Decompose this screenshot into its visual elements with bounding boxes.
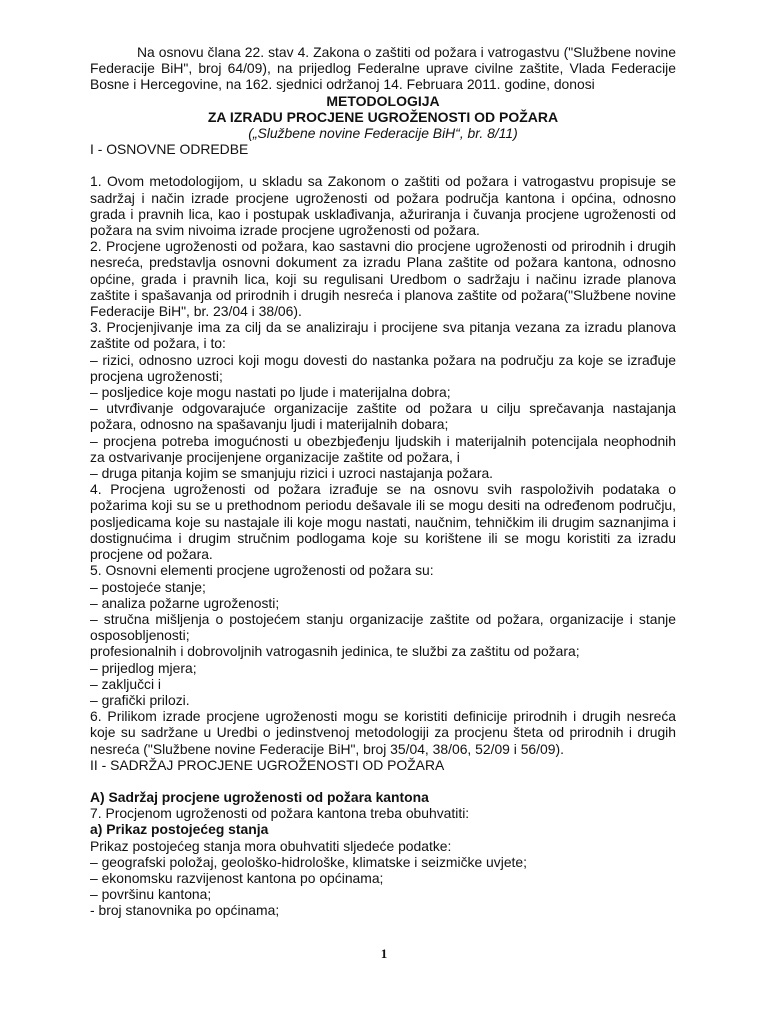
document-page xyxy=(90,44,676,919)
list-item: – posljedice koje mogu nastati po ljude i materijalna dobra; xyxy=(90,384,451,401)
paragraph: 3. Procjenjivanje ima za cilj da se analiziraju i procijene sva pitanja vezana za izradu planova zaštite od požara, i to: xyxy=(90,319,676,352)
section-heading-2: II - SADRŽAJ PROCJENE UGROŽENOSTI OD POŽARA xyxy=(90,756,445,773)
list-item: – postojeće stanje; xyxy=(90,578,206,595)
paragraph: 4. Procjena ugroženosti od požara izrađuje se na osnovu svih raspoloživih podataka o požarima koji su se u prethodnom periodu dešavale ili se mogu desiti na određenom području, posljedicama koje su nastajale ili koje mogu nastati, naučnim, tehničkim ili drugim saznanjima i dostignućima i drugim stručnim podlogama koje su korištene ili se mogu koristiti za izradu procjene od požara. xyxy=(90,481,676,563)
document-title: METODOLOGIJA xyxy=(326,92,440,109)
section-1-body xyxy=(90,173,676,756)
intro-paragraph: Na osnovu člana 22. stav 4. Zakona o zaštiti od požara i vatrogastvu ("Službene novine Federacije BiH", broj 64/09), na prijedlog Federalne uprave civilne zaštite, Vlada Federacije Bosne i Hercegovine, na 162. sjednici održanoj 14. Februara 2011. godine, donosi xyxy=(90,44,676,93)
list-item: - broj stanovnika po općinama; xyxy=(90,902,280,919)
document-subtitle: ZA IZRADU PROCJENE UGROŽENOSTI OD POŽARA xyxy=(207,108,559,125)
list-item: – prijedlog mjera; xyxy=(90,659,197,676)
list-item: – rizici, odnosno uzroci koji mogu dovesti do nastanka požara na području za koje se izrađuje procjena ugroženosti; xyxy=(90,351,676,384)
subheading-a: A) Sadržaj procjene ugroženosti od požara kantona xyxy=(90,788,429,805)
paragraph: 2. Procjene ugroženosti od požara, kao sastavni dio procjene ugroženosti od prirodnih i drugih nesreća, predstavlja osnovni dokument za izradu Plana zaštite od požara kantona, odnosno općine, grada i pravnih lica, koji su regulisani Uredbom o sadržaju i načinu izrade planova zaštite i spašavanja od prirodnih i drugih nesreća i planova zaštite od požara("Službene novine Federacije BiH", br. 23/04 i 38/06). xyxy=(90,238,676,320)
list-item: – procjena potreba imogućnosti u obezbjeđenju ljudskih i materijalnih potencijala neophodnih za ostvarivanje procijenjene organizacije zaštite od požara, i xyxy=(90,432,676,465)
list-item: profesionalnih i dobrovoljnih vatrogasnih jedinica, te službi za zaštitu od požara; xyxy=(90,643,580,660)
page-number: 1 xyxy=(380,946,388,961)
list-item: – zaključci i xyxy=(90,675,162,692)
list-item: – geografski položaj, geološko-hidrološke, klimatske i seizmičke uvjete; xyxy=(90,853,527,870)
list-item: – grafički prilozi. xyxy=(90,691,190,708)
subheading-a-a: a) Prikaz postojećeg stanja xyxy=(90,821,269,838)
paragraph: Prikaz postojećeg stanja mora obuhvatiti sljedeće podatke: xyxy=(90,837,452,854)
paragraph: 1. Ovom metodologijom, u skladu sa Zakonom o zaštiti od požara i vatrogastvu propisuje se sadržaj i način izrade procjene ugroženosti od požara područja kantona i općina, odnosno grada i pravnih lica, kao i postupak usklađivanja, ažuriranja i čuvanja procjene ugroženosti od požara na svim nivoima izrade procjene ugroženosti od požara. xyxy=(90,173,676,239)
paragraph: 7. Procjenom ugroženosti od požara kantona treba obuhvatiti: xyxy=(90,805,470,822)
list-item: – utvrđivanje odgovarajuće organizacije zaštite od požara u cilju sprečavanja nastajanja požara, odnosno na spašavanju ljudi i materijalnih dobara; xyxy=(90,400,676,433)
source-citation: („Službene novine Federacije BiH“, br. 8/11) xyxy=(248,125,518,142)
paragraph: 5. Osnovni elementi procjene ugroženosti od požara su: xyxy=(90,562,434,579)
list-item: – ekonomsku razvijenost kantona po općinama; xyxy=(90,869,384,886)
list-item: – druga pitanja kojim se smanjuju rizici i uzroci nastajanja požara. xyxy=(90,465,494,482)
section-heading-1: I - OSNOVNE ODREDBE xyxy=(90,141,249,158)
list-item: – analiza požarne ugroženosti; xyxy=(90,594,280,611)
list-item: – površinu kantona; xyxy=(90,886,212,903)
section-2-body xyxy=(90,789,676,919)
paragraph: 6. Prilikom izrade procjene ugroženosti mogu se koristiti definicije prirodnih i drugih nesreća koje su sadržane u Uredbi o jedinstvenoj metodologiji za procjenu šteta od prirodnih i drugih nesreća ("Službene novine Federacije BiH", broj 35/04, 38/06, 52/09 i 56/09). xyxy=(90,708,676,757)
list-item: – stručna mišljenja o postojećem stanju organizacije zaštite od požara, organizacije i stanje osposobljenosti; xyxy=(90,610,676,644)
